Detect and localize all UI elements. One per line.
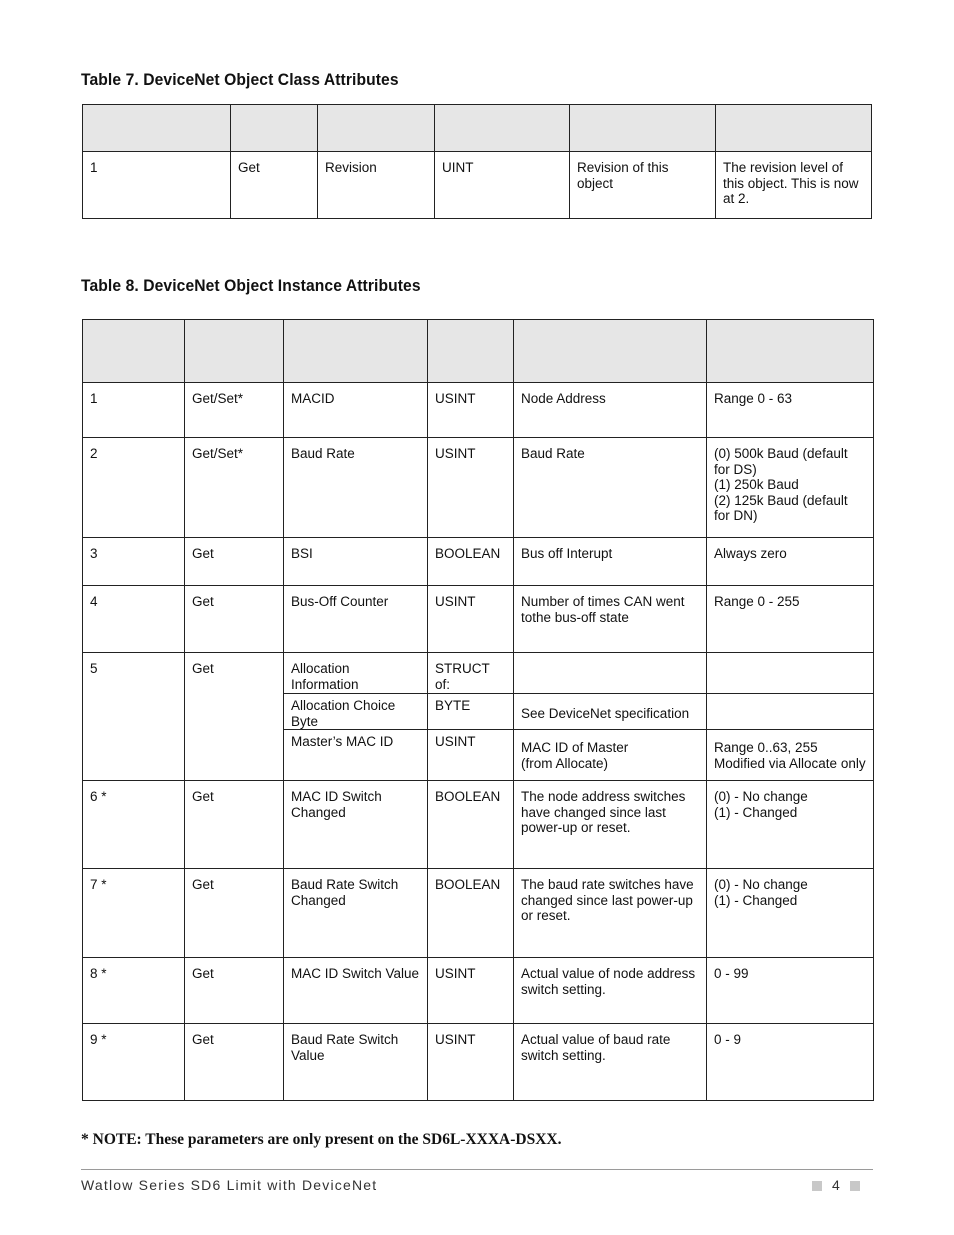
table-cell: Always zero <box>707 538 874 586</box>
table8-title: Table 8. DeviceNet Object Instance Attributes <box>81 276 421 295</box>
table-cell: 0 - 99 <box>707 958 874 1024</box>
table-cell: BOOLEAN <box>428 869 514 958</box>
table7-header-cell <box>231 105 318 152</box>
table-cell: Get <box>185 538 284 586</box>
table-subcell: Master’s MAC ID <box>284 729 427 780</box>
table-cell: 1 <box>83 152 231 219</box>
table8-header-cell <box>514 320 707 383</box>
table8 <box>82 319 874 1101</box>
table8-row <box>83 1024 874 1101</box>
square-icon <box>850 1181 860 1191</box>
table-cell: 9 * <box>83 1024 185 1101</box>
table-cell: 8 * <box>83 958 185 1024</box>
table-cell: Baud Rate <box>514 438 707 538</box>
table-cell: 7 * <box>83 869 185 958</box>
table-cell: USINT <box>428 586 514 653</box>
table8-header-cell <box>428 320 514 383</box>
page-number: 4 <box>832 1177 840 1193</box>
table7-header-cell <box>318 105 435 152</box>
table-subcell: Range 0..63, 255 Modified via Allocate only <box>707 729 873 780</box>
table-cell: Get <box>231 152 318 219</box>
table-subcell <box>707 653 873 693</box>
table-cell: Get <box>185 653 284 781</box>
table7 <box>82 104 872 219</box>
table-subcell: See DeviceNet specification <box>514 693 706 729</box>
table-cell: The node address switches have changed since last power-up or reset. <box>514 781 707 869</box>
table7-header-cell <box>716 105 872 152</box>
table-cell: 5 <box>83 653 185 781</box>
table-cell: Actual value of node address switch setting. <box>514 958 707 1024</box>
table8-row <box>83 438 874 538</box>
table8-row <box>83 869 874 958</box>
table-cell: Baud Rate <box>284 438 428 538</box>
footnote: * NOTE: These parameters are only present on the SD6L-XXXA-DSXX. <box>81 1131 562 1148</box>
table-cell: 0 - 9 <box>707 1024 874 1101</box>
table-cell: Get <box>185 869 284 958</box>
table-cell: Revision of this object <box>570 152 716 219</box>
table-cell: Get <box>185 1024 284 1101</box>
table-cell: USINT <box>428 1024 514 1101</box>
table7-row <box>83 152 872 219</box>
table8-header-cell <box>707 320 874 383</box>
table-cell: Baud Rate Switch Value <box>284 1024 428 1101</box>
table-cell: Get <box>185 586 284 653</box>
table-cell: Number of times CAN went tothe bus-off state <box>514 586 707 653</box>
table-cell-split <box>514 653 707 781</box>
footer-title: Watlow Series SD6 Limit with DeviceNet <box>81 1177 378 1193</box>
table-cell: Get/Set* <box>185 383 284 438</box>
table-cell: 3 <box>83 538 185 586</box>
table8-row <box>83 383 874 438</box>
table-cell: UINT <box>435 152 570 219</box>
table-cell: BSI <box>284 538 428 586</box>
table-cell: Bus-Off Counter <box>284 586 428 653</box>
table-subcell: Allocation Choice Byte <box>284 693 427 729</box>
table-cell-split <box>428 653 514 781</box>
table-cell: The revision level of this object. This is now at 2. <box>716 152 872 219</box>
table8-row <box>83 538 874 586</box>
table-cell: Get <box>185 781 284 869</box>
square-icon <box>812 1181 822 1191</box>
table-cell: Baud Rate Switch Changed <box>284 869 428 958</box>
table-subcell: BYTE <box>428 693 513 729</box>
table7-header-cell <box>83 105 231 152</box>
table-cell: USINT <box>428 383 514 438</box>
table-cell: Range 0 - 63 <box>707 383 874 438</box>
footer-divider <box>81 1169 873 1170</box>
table-cell: 2 <box>83 438 185 538</box>
table8-row <box>83 586 874 653</box>
table-subcell <box>514 653 706 693</box>
table-cell: The baud rate switches have changed since last power-up or reset. <box>514 869 707 958</box>
table7-header-cell <box>435 105 570 152</box>
table-subcell: USINT <box>428 729 513 780</box>
table-cell: Actual value of baud rate switch setting. <box>514 1024 707 1101</box>
table8-header-cell <box>284 320 428 383</box>
table-subcell: Allocation Information <box>291 661 359 692</box>
table-cell: Node Address <box>514 383 707 438</box>
table-cell: Get/Set* <box>185 438 284 538</box>
table-cell: BOOLEAN <box>428 538 514 586</box>
table8-header-row <box>83 320 874 383</box>
table7-title: Table 7. DeviceNet Object Class Attributes <box>81 70 399 89</box>
table-cell-split <box>707 653 874 781</box>
page-indicator <box>812 1177 860 1193</box>
table-cell: (0) - No change (1) - Changed <box>707 781 874 869</box>
table7-header-cell <box>570 105 716 152</box>
table8-header-cell <box>185 320 284 383</box>
table-cell: 1 <box>83 383 185 438</box>
table-subcell: STRUCT of: <box>435 661 490 692</box>
table-cell: BOOLEAN <box>428 781 514 869</box>
table-cell: USINT <box>428 438 514 538</box>
table-cell: 6 * <box>83 781 185 869</box>
table-cell: MACID <box>284 383 428 438</box>
table-cell: (0) 500k Baud (default for DS) (1) 250k Baud (2) 125k Baud (default for DN) <box>707 438 874 538</box>
table7-header-row <box>83 105 872 152</box>
table-cell-split <box>284 653 428 781</box>
table-cell: Get <box>185 958 284 1024</box>
table8-header-cell <box>83 320 185 383</box>
table-cell: Bus off Interupt <box>514 538 707 586</box>
table-subcell <box>707 693 873 729</box>
table-cell: (0) - No change (1) - Changed <box>707 869 874 958</box>
table-cell: Range 0 - 255 <box>707 586 874 653</box>
table-cell: MAC ID Switch Changed <box>284 781 428 869</box>
table-cell: MAC ID Switch Value <box>284 958 428 1024</box>
table8-row <box>83 958 874 1024</box>
table-cell: Revision <box>318 152 435 219</box>
table-cell: USINT <box>428 958 514 1024</box>
table8-row <box>83 781 874 869</box>
table8-row <box>83 653 874 781</box>
table-subcell: MAC ID of Master (from Allocate) <box>514 729 706 780</box>
table-cell: 4 <box>83 586 185 653</box>
